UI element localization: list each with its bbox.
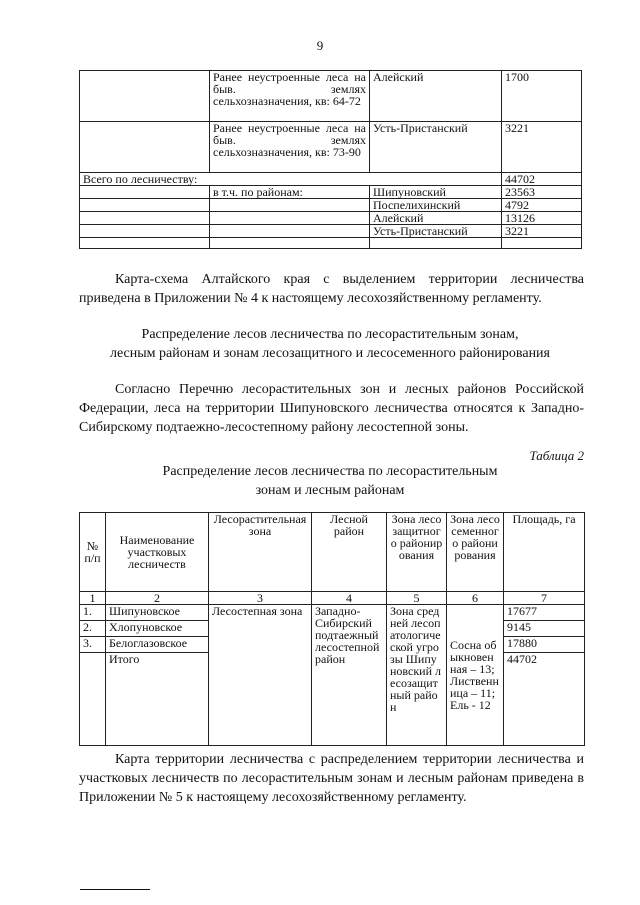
column-number: 1	[80, 592, 106, 605]
row-number: 3.	[80, 637, 106, 653]
table-caption: Таблица 2	[529, 448, 584, 463]
forest-district-cell: Западно-Сибирский подтаежный лесостепной район	[312, 605, 387, 746]
column-number: 2	[106, 592, 209, 605]
table-cell: 23563	[502, 186, 582, 199]
forestry-name: Итого	[106, 653, 209, 746]
total-label: Всего по лесничеству:	[80, 173, 502, 186]
table-cell: 3221	[502, 122, 582, 173]
column-number: 5	[387, 592, 447, 605]
table-row	[80, 122, 582, 173]
column-header: Площадь, га	[504, 513, 585, 592]
table-cell: Поспелихинский	[370, 199, 502, 212]
area-cell: 17880	[504, 637, 585, 653]
column-header: Зона лесозащитного районирования	[387, 513, 447, 592]
map-territory-paragraph: Карта территории лесничества с распределением территории лесничества и участковых лесничеств по лесорастительным зонам и лесным районам приведена в Приложении № 5 к настоящему лесохозяйственному регламенту.	[79, 752, 584, 805]
table-cell: Алейский	[370, 212, 502, 225]
column-header: Наименование участковых лесничеств	[106, 513, 209, 592]
column-number: 3	[209, 592, 312, 605]
forestry-name: Шипуновское	[106, 605, 209, 621]
table-cell: Шипуновский	[370, 186, 502, 199]
table-row	[80, 199, 582, 212]
column-numbers-row	[80, 592, 585, 605]
table-row	[80, 238, 582, 249]
table-row	[80, 212, 582, 225]
forest-area-table	[79, 70, 582, 249]
table-row	[80, 186, 582, 199]
column-header: Лесной район	[312, 513, 387, 592]
table-cell: 13126	[502, 212, 582, 225]
footnote-divider	[80, 889, 150, 890]
table-cell: Усть-Пристанский	[370, 225, 502, 238]
zone-cell: Лесостепная зона	[209, 605, 312, 746]
by-regions-label: в т.ч. по районам:	[210, 186, 370, 199]
table-row	[80, 173, 582, 186]
table-cell: Ранее неустроенные леса на быв. землях сельхозназначения, кв: 64-72	[210, 71, 370, 122]
table-cell: Ранее неустроенные леса на быв. землях сельхозназначения, кв: 73-90	[210, 122, 370, 173]
forestry-name: Белоглазовское	[106, 637, 209, 653]
forestry-name: Хлопуновское	[106, 621, 209, 637]
area-cell: 9145	[504, 621, 585, 637]
table-cell: Алейский	[370, 71, 502, 122]
table-cell: 4792	[502, 199, 582, 212]
column-number: 6	[447, 592, 504, 605]
table-cell: 1700	[502, 71, 582, 122]
row-number: 1.	[80, 605, 106, 621]
section-heading-line1: Распределение лесов лесничества по лесорастительным зонам,	[141, 327, 519, 342]
table-cell: Усть-Пристанский	[370, 122, 502, 173]
table-row	[80, 71, 582, 122]
zones-paragraph: Согласно Перечню лесорастительных зон и лесных районов Российской Федерации, леса на территории Шипуновского лесничества относятся к Западно-Сибирскому подтаежно-лесостепному району лесостепной зоны.	[79, 382, 584, 435]
section-heading-line2: лесным районам и зонам лесозащитного и лесосеменного районирования	[110, 346, 550, 361]
table-header-row	[80, 513, 585, 592]
total-value: 44702	[502, 173, 582, 186]
table-row	[80, 225, 582, 238]
seed-zone-cell: Сосна обыкновенная – 13; Лиственница – 11; Ель - 12	[447, 605, 504, 746]
protection-zone-cell: Зона средней лесопатологической угрозы Шипуновский лесозащитный район	[387, 605, 447, 746]
column-header: Зона лесосеменного районирования	[447, 513, 504, 592]
column-header: № п/п	[80, 513, 106, 592]
area-cell: 17677	[504, 605, 585, 621]
area-cell: 44702	[504, 653, 585, 746]
table-title-line2: зонам и лесным районам	[255, 483, 405, 498]
table-row	[80, 605, 585, 621]
column-number: 4	[312, 592, 387, 605]
page-number: 9	[316, 38, 324, 53]
zones-table	[79, 512, 585, 746]
column-number: 7	[504, 592, 585, 605]
map-scheme-paragraph: Карта-схема Алтайского края с выделением территории лесничества приведена в Приложении № 4 к настоящему лесохозяйственному регламенту.	[79, 272, 584, 306]
column-header: Лесорастительная зона	[209, 513, 312, 592]
table-title-line1: Распределение лесов лесничества по лесорастительным	[162, 464, 498, 479]
row-number: 2.	[80, 621, 106, 637]
table-cell: 3221	[502, 225, 582, 238]
row-number	[80, 653, 106, 746]
